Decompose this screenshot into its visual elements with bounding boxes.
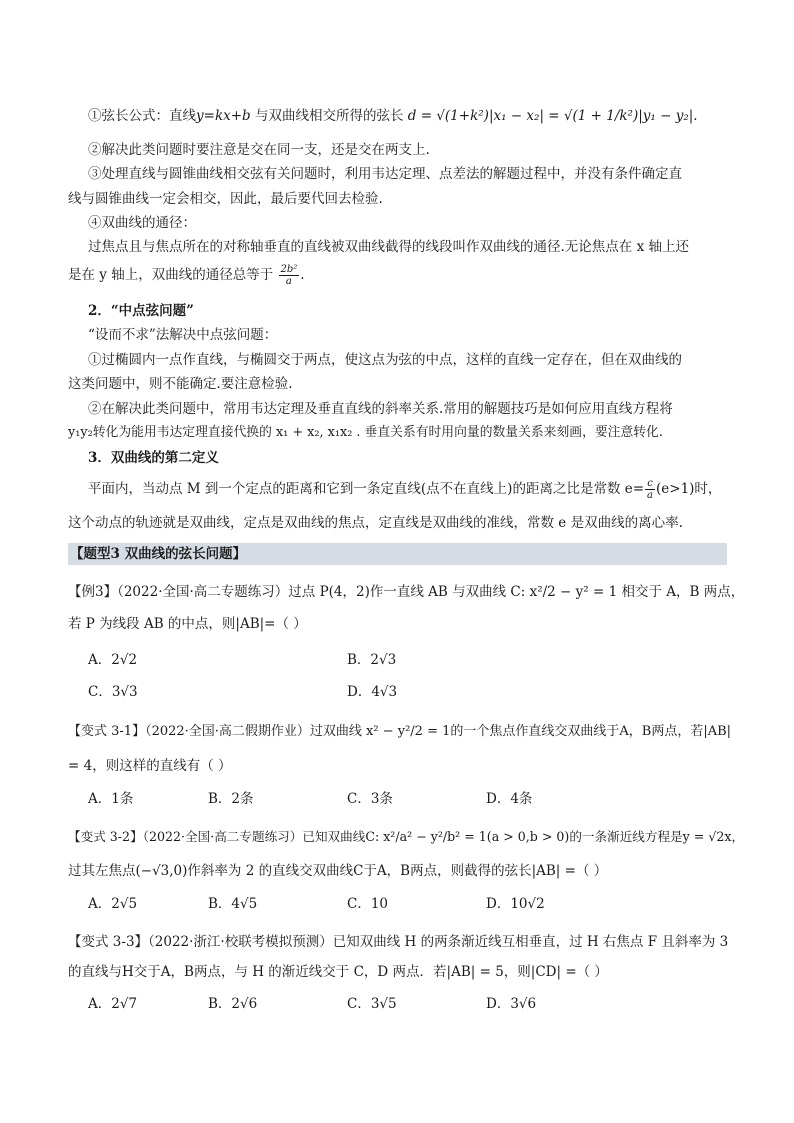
section-3-p1 — [88, 478, 726, 501]
variant-3-3-line1: 【变式 3-3】（2022·浙江·校联考模拟预测）已知双曲线 H 的两条渐近线互相垂直，过 H 右焦点 F 且斜率为 3 — [68, 934, 729, 950]
frac-num: 2b² — [280, 264, 298, 275]
example-3-option-b: B．2√3 — [347, 652, 397, 668]
note-4a: 过焦点且与焦点所在的对称轴垂直的直线被双曲线截得的线段叫作双曲线的通径.无论焦点在 x 轴上还 — [88, 239, 689, 255]
variant-3-3-option-b: B．2√6 — [208, 996, 258, 1012]
variant-3-2-option-d: D．10√2 — [486, 896, 545, 912]
variant-3-3-line2: 的直线与H交于A，B两点，与 H 的渐近线交于 C，D 两点．若|AB| = 5，则|CD| =（ ） — [68, 964, 608, 980]
example-3-line1: 【例3】（2022·全国·高二专题练习）过点 P(4，2)作一直线 AB 与双曲线 C: x²/2 − y² = 1 相交于 A，B 两点， — [68, 584, 745, 600]
eccentricity-fraction — [645, 478, 655, 501]
section-2-p2a: ②在解决此类问题中，常用韦达定理及垂直直线的斜率关系.常用的解题技巧是如何应用直线方程将 — [88, 401, 673, 417]
chord-mid: 与双曲线相交所得的弦长 — [250, 108, 408, 124]
chord-label: ①弦长公式：直线 — [88, 108, 196, 124]
note-4b-pre: 是在 y 轴上，双曲线的通径总等于 — [68, 267, 274, 283]
variant-3-3-option-c: C．3√5 — [347, 996, 397, 1012]
example-3-line2: 若 P 为线段 AB 的中点，则|AB|=（ ） — [68, 616, 307, 632]
example-3-option-a: A．2√2 — [88, 652, 138, 668]
section-3-p1-pre: 平面内，当动点 M 到一个定点的距离和它到一条定直线(点不在直线上)的距离之比是常数 e= — [88, 481, 645, 497]
section-2-p1b: 这类问题中，则不能确定.要注意检验. — [68, 376, 293, 392]
note-4b — [68, 264, 726, 287]
note-3b: 线与圆锥曲线一定会相交，因此，最后要代回去检验. — [68, 191, 383, 207]
section-2-p2b: y₁y₂转化为能用韦达定理直接代换的 x₁ + x₂, x₁x₂ . 垂直关系有时用向量的数量关系来刻画，要注意转化. — [68, 425, 663, 440]
frac-den: a — [285, 276, 292, 287]
section-2-intro: “设而不求”法解决中点弦问题： — [88, 327, 278, 343]
variant-3-1-line2: = 4，则这样的直线有（ ） — [68, 758, 232, 774]
section-2-title: 2．“中点弦问题” — [88, 303, 194, 319]
note-4b-post: . — [300, 267, 305, 283]
note-2: ②解决此类问题时要注意是交在同一支，还是交在两支上. — [88, 142, 430, 158]
ecc-den: a — [647, 490, 653, 501]
section-2-p1a: ①过椭圆内一点作直线，与椭圆交于两点，使这点为弦的中点，这样的直线一定存在，但在双曲线的 — [88, 352, 682, 368]
section-3-p2: 这个动点的轨迹就是双曲线，定点是双曲线的焦点，定直线是双曲线的准线，常数 e 是双曲线的离心率. — [68, 515, 683, 531]
variant-3-2-option-c: C．10 — [347, 896, 389, 912]
variant-3-1-option-b: B．2条 — [208, 791, 254, 807]
variant-3-3-option-d: D．3√6 — [486, 996, 537, 1012]
example-3-option-c: C．3√3 — [88, 684, 138, 700]
variant-3-1-line1: 【变式 3-1】（2022·全国·高二假期作业）过双曲线 x² − y²/2 = 1的一个焦点作直线交双曲线于A，B两点，若|AB| — [68, 724, 732, 739]
chord-length-formula — [88, 106, 726, 126]
variant-3-2-option-b: B．4√5 — [208, 896, 258, 912]
latus-rectum-fraction — [279, 264, 300, 287]
variant-3-1-option-c: C．3条 — [347, 791, 393, 807]
variant-3-2-option-a: A．2√5 — [88, 896, 138, 912]
note-4: ④双曲线的通径： — [88, 215, 196, 231]
ecc-num: c — [645, 478, 655, 490]
example-3-option-d: D．4√3 — [347, 684, 398, 700]
variant-3-1-option-d: D．4条 — [486, 791, 533, 807]
chord-formula: d = √(1+k²)|x₁ − x₂| = √(1 + 1/k²)|y₁ − y₂|. — [407, 108, 698, 124]
variant-3-2-line2: 过其左焦点(−√3,0)作斜率为 2 的直线交双曲线C于A，B两点，则截得的弦长|AB| =（ ） — [68, 863, 608, 879]
section-3-title: 3．双曲线的第二定义 — [88, 450, 219, 466]
section-3-p1-post: (e>1)时， — [656, 481, 722, 497]
note-3a: ③处理直线与圆锥曲线相交弦有关问题时，利用韦达定理、点差法的解题过程中，并没有条件确定直 — [88, 166, 682, 182]
chord-line-eq: y=kx+b — [196, 108, 251, 124]
topic-heading: 【题型3 双曲线的弦长问题】 — [68, 543, 727, 565]
variant-3-2-line1: 【变式 3-2】（2022·全国·高二专题练习）已知双曲线C: x²/a² − y²/b² = 1(a > 0,b > 0)的一条渐近线方程是y = √2x， — [68, 829, 745, 844]
variant-3-3-option-a: A．2√7 — [88, 996, 138, 1012]
variant-3-1-option-a: A．1条 — [88, 791, 134, 807]
